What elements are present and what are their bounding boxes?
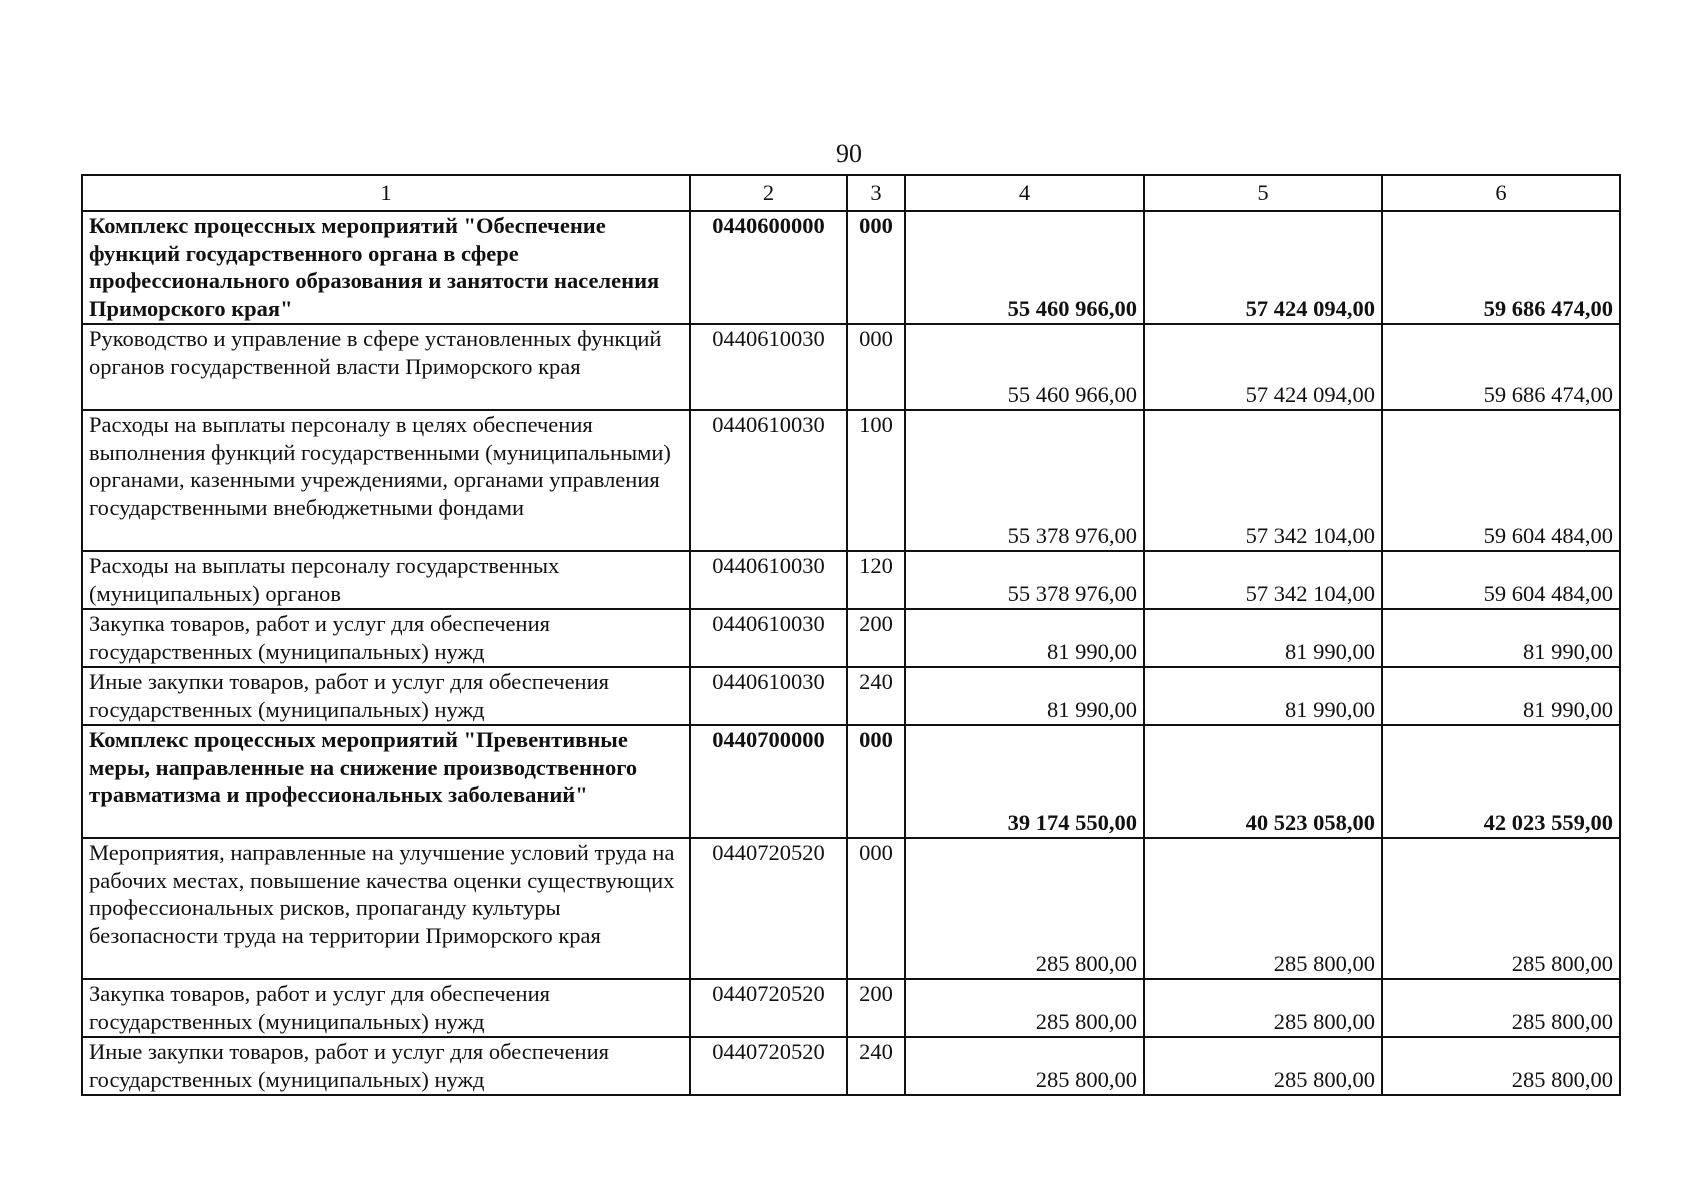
row-value-year-3: 285 800,00	[1382, 838, 1620, 979]
row-name: Комплекс процессных мероприятий "Обеспечение функций государственного органа в сфере профессионального образования и занятости населения Приморского края"	[82, 211, 690, 324]
table-row	[82, 725, 1620, 838]
row-type: 100	[847, 410, 905, 551]
column-header-1: 1	[82, 175, 690, 211]
row-type: 000	[847, 725, 905, 838]
table-row	[82, 979, 1620, 1037]
row-type: 200	[847, 609, 905, 667]
row-value-year-2: 81 990,00	[1144, 667, 1382, 725]
row-name: Мероприятия, направленные на улучшение условий труда на рабочих местах, повышение качества оценки существующих профессиональных рисков, пропаганду культуры безопасности труда на территории Приморского края	[82, 838, 690, 979]
row-value-year-2: 57 424 094,00	[1144, 211, 1382, 324]
row-value-year-1: 285 800,00	[905, 979, 1144, 1037]
row-code: 0440720520	[690, 838, 847, 979]
row-code: 0440610030	[690, 324, 847, 410]
table-row	[82, 609, 1620, 667]
row-code: 0440610030	[690, 551, 847, 609]
row-value-year-3: 59 686 474,00	[1382, 324, 1620, 410]
row-type: 240	[847, 1037, 905, 1095]
row-value-year-1: 55 378 976,00	[905, 551, 1144, 609]
row-type: 000	[847, 211, 905, 324]
row-code: 0440720520	[690, 979, 847, 1037]
row-value-year-2: 40 523 058,00	[1144, 725, 1382, 838]
row-name: Расходы на выплаты персоналу в целях обеспечения выполнения функций государственными (муниципальными) органами, казенными учреждениями, органами управления государственными внебюджетными фондами	[82, 410, 690, 551]
row-value-year-3: 285 800,00	[1382, 1037, 1620, 1095]
row-value-year-2: 285 800,00	[1144, 1037, 1382, 1095]
column-header-5: 5	[1144, 175, 1382, 211]
table-row	[82, 324, 1620, 410]
table-row	[82, 410, 1620, 551]
row-code: 0440700000	[690, 725, 847, 838]
row-value-year-2: 81 990,00	[1144, 609, 1382, 667]
row-value-year-1: 55 460 966,00	[905, 324, 1144, 410]
table-row	[82, 551, 1620, 609]
row-name: Закупка товаров, работ и услуг для обеспечения государственных (муниципальных) нужд	[82, 609, 690, 667]
table-row	[82, 1037, 1620, 1095]
table-row	[82, 667, 1620, 725]
budget-table	[81, 174, 1621, 1096]
page-number: 90	[836, 139, 862, 168]
row-value-year-1: 81 990,00	[905, 667, 1144, 725]
table-header-row	[82, 175, 1620, 211]
row-value-year-3: 42 023 559,00	[1382, 725, 1620, 838]
row-value-year-1: 55 460 966,00	[905, 211, 1144, 324]
row-value-year-1: 285 800,00	[905, 1037, 1144, 1095]
row-value-year-1: 55 378 976,00	[905, 410, 1144, 551]
row-code: 0440720520	[690, 1037, 847, 1095]
row-value-year-3: 285 800,00	[1382, 979, 1620, 1037]
row-value-year-3: 59 604 484,00	[1382, 551, 1620, 609]
row-type: 240	[847, 667, 905, 725]
row-value-year-3: 81 990,00	[1382, 609, 1620, 667]
row-value-year-2: 285 800,00	[1144, 979, 1382, 1037]
row-value-year-3: 81 990,00	[1382, 667, 1620, 725]
row-type: 200	[847, 979, 905, 1037]
row-name: Иные закупки товаров, работ и услуг для обеспечения государственных (муниципальных) нужд	[82, 1037, 690, 1095]
row-value-year-1: 285 800,00	[905, 838, 1144, 979]
row-value-year-2: 285 800,00	[1144, 838, 1382, 979]
row-name: Комплекс процессных мероприятий "Превентивные меры, направленные на снижение производственного травматизма и профессиональных заболеваний"	[82, 725, 690, 838]
row-code: 0440600000	[690, 211, 847, 324]
row-value-year-2: 57 342 104,00	[1144, 551, 1382, 609]
column-header-6: 6	[1382, 175, 1620, 211]
row-name: Расходы на выплаты персоналу государственных (муниципальных) органов	[82, 551, 690, 609]
row-name: Закупка товаров, работ и услуг для обеспечения государственных (муниципальных) нужд	[82, 979, 690, 1037]
row-value-year-3: 59 604 484,00	[1382, 410, 1620, 551]
row-code: 0440610030	[690, 667, 847, 725]
row-type: 120	[847, 551, 905, 609]
row-code: 0440610030	[690, 609, 847, 667]
row-type: 000	[847, 324, 905, 410]
row-value-year-3: 59 686 474,00	[1382, 211, 1620, 324]
row-type: 000	[847, 838, 905, 979]
column-header-2: 2	[690, 175, 847, 211]
row-value-year-1: 39 174 550,00	[905, 725, 1144, 838]
column-header-4: 4	[905, 175, 1144, 211]
row-value-year-1: 81 990,00	[905, 609, 1144, 667]
column-header-3: 3	[847, 175, 905, 211]
row-value-year-2: 57 424 094,00	[1144, 324, 1382, 410]
row-name: Руководство и управление в сфере установленных функций органов государственной власти Приморского края	[82, 324, 690, 410]
row-value-year-2: 57 342 104,00	[1144, 410, 1382, 551]
table-row	[82, 838, 1620, 979]
row-name: Иные закупки товаров, работ и услуг для обеспечения государственных (муниципальных) нужд	[82, 667, 690, 725]
row-code: 0440610030	[690, 410, 847, 551]
table-row	[82, 211, 1620, 324]
